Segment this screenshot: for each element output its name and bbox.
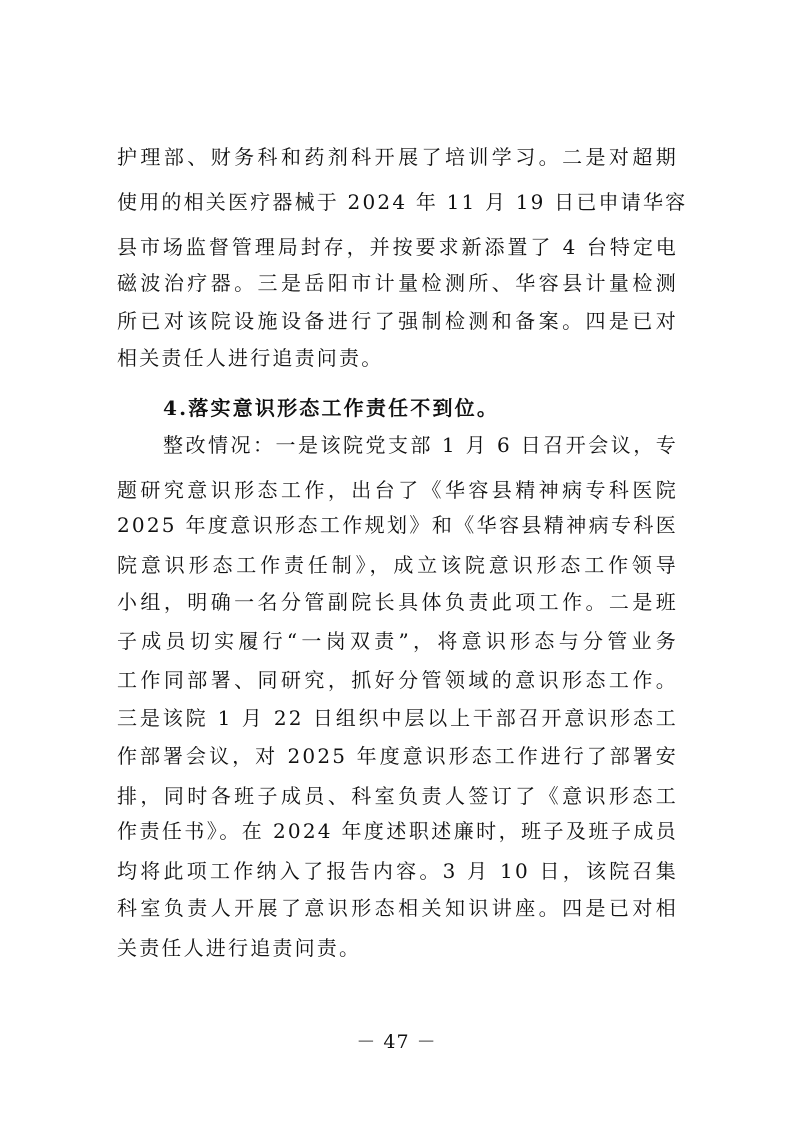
- text-line: 小组，明确一名分管副院长具体负责此项工作。二是班: [117, 590, 678, 614]
- text-line: 相关责任人进行追责问责。: [117, 346, 384, 370]
- text-line: 子成员切实履行“一岗双责”，将意识形态与分管业务: [117, 629, 678, 653]
- text-line: 均将此项工作纳入了报告内容。3 月 10 日，该院召集: [117, 859, 678, 883]
- paragraph-first-line: 整改情况：一是该院党支部 1 月 6 日召开会议，专: [163, 433, 678, 457]
- text-line: 作责任书》。在 2024 年度述职述廉时，班子及班子成员: [117, 819, 678, 843]
- text-line: 使用的相关医疗器械于 2024 年 11 月 19 日已申请华容: [117, 190, 688, 214]
- text-line: 排，同时各班子成员、科室负责人签订了《意识形态工: [117, 784, 678, 808]
- text-line: 所已对该院设施设备进行了强制检测和备案。四是已对: [117, 309, 678, 333]
- text-line: 科室负责人开展了意识形态相关知识讲座。四是已对相: [117, 896, 678, 920]
- page-number: － 47 －: [356, 1031, 437, 1053]
- text-line: 工作同部署、同研究，抓好分管领域的意识形态工作。: [117, 668, 678, 692]
- text-line: 护理部、财务科和药剂科开展了培训学习。二是对超期: [117, 145, 678, 169]
- text-line: 县市场监督管理局封存，并按要求新添置了 4 台特定电: [117, 235, 678, 259]
- text-line: 磁波治疗器。三是岳阳市计量检测所、华容县计量检测: [117, 271, 678, 295]
- text-line: 三是该院 1 月 22 日组织中层以上干部召开意识形态工: [117, 706, 678, 730]
- text-line: 2025 年度意识形态工作规划》和《华容县精神病专科医: [117, 513, 678, 537]
- text-line: 院意识形态工作责任制》，成立该院意识形态工作领导: [117, 553, 678, 577]
- text-line: 关责任人进行追责问责。: [117, 936, 362, 960]
- text-line: 题研究意识形态工作，出台了《华容县精神病专科医院: [117, 478, 678, 502]
- text-line: 作部署会议，对 2025 年度意识形态工作进行了部署安: [117, 744, 678, 768]
- section-heading: 4.落实意识形态工作责任不到位。: [163, 396, 500, 420]
